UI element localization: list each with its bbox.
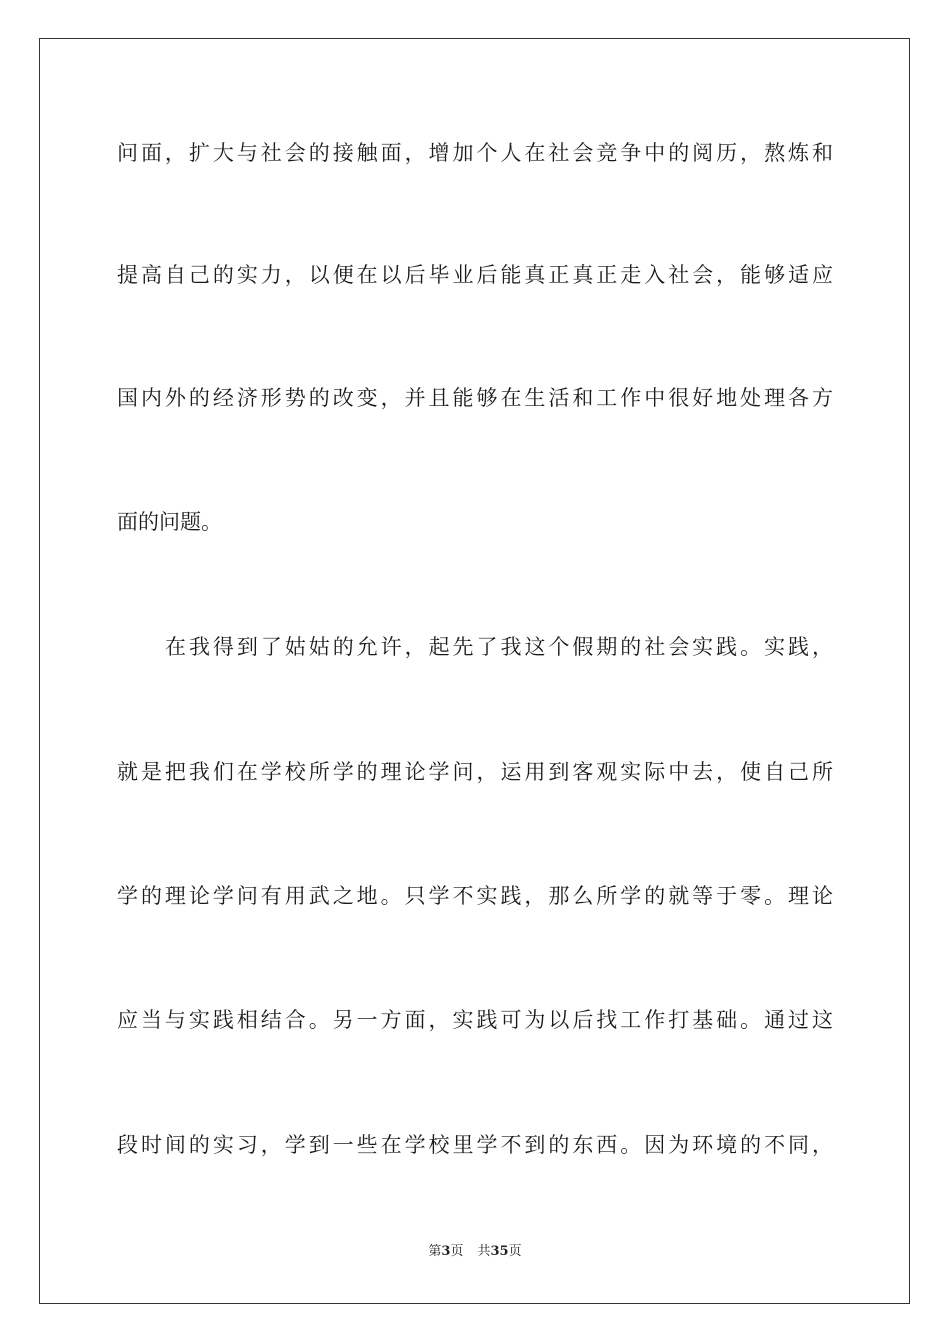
- page-border: [39, 38, 910, 1304]
- paragraph-line: 面的问题。: [117, 510, 222, 534]
- paragraph-line: 就是把我们在学校所学的理论学问，运用到客观实际中去，使自己所: [117, 760, 833, 784]
- total-pages: 35: [490, 1244, 509, 1259]
- paragraph-line: 在我得到了姑姑的允许，起先了我这个假期的社会实践。实践，: [165, 635, 833, 659]
- paragraph-line: 段时间的实习，学到一些在学校里学不到的东西。因为环境的不同，: [117, 1133, 833, 1157]
- paragraph-line: 国内外的经济形势的改变，并且能够在生活和工作中很好地处理各方: [117, 386, 833, 410]
- total-prefix: 共: [477, 1244, 491, 1259]
- page-number: 3: [441, 1244, 451, 1259]
- page-prefix: 第: [428, 1244, 442, 1259]
- total-suffix: 页: [508, 1244, 522, 1259]
- paragraph-line: 问面，扩大与社会的接触面，增加个人在社会竞争中的阅历，熬炼和: [117, 141, 833, 165]
- page-suffix: 页: [450, 1244, 464, 1259]
- page-footer: [0, 1243, 950, 1261]
- paragraph-line: 提高自己的实力，以便在以后毕业后能真正真正走入社会，能够适应: [117, 263, 833, 287]
- paragraph-line: 学的理论学问有用武之地。只学不实践，那么所学的就等于零。理论: [117, 884, 833, 908]
- paragraph-line: 应当与实践相结合。另一方面，实践可为以后找工作打基础。通过这: [117, 1008, 833, 1032]
